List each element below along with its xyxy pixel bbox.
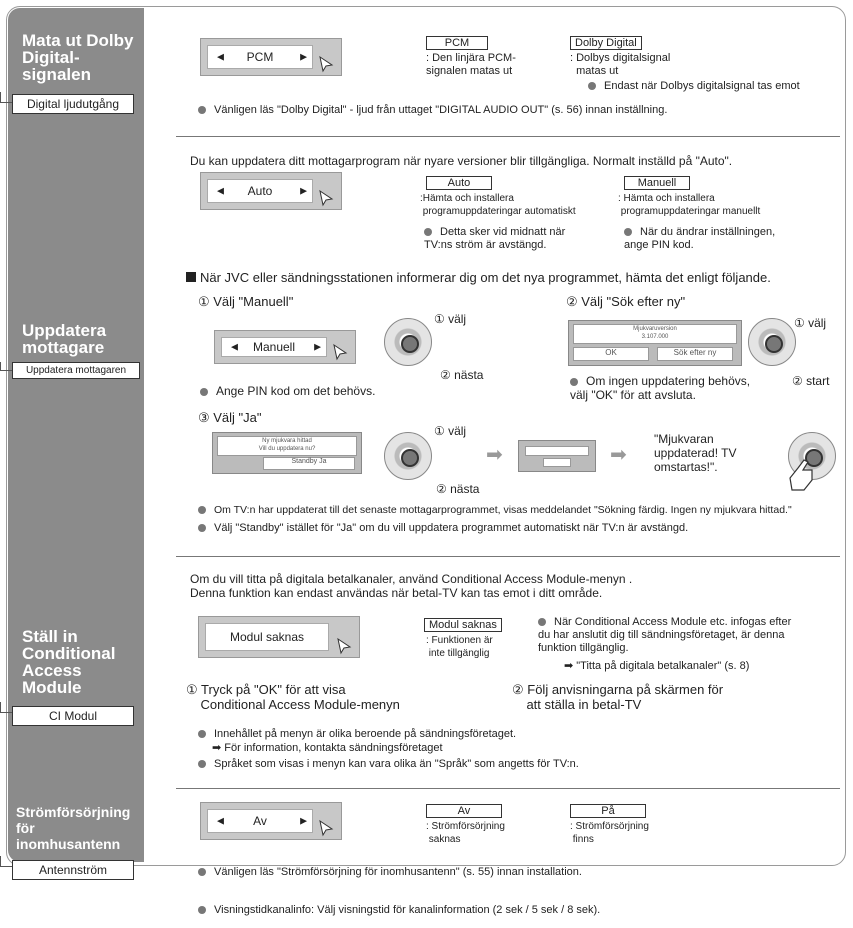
footer-note: Visningstidkanalinfo: Välj visningstid för kanalinformation (2 sek / 5 sek / 8 sek). [198, 904, 600, 917]
cam-bullet-1-sub: ➡ För information, kontakta sändningsföretaget [212, 742, 443, 754]
callout-select: ① välj [434, 424, 467, 438]
sidebar [8, 8, 144, 862]
right-arrow-icon: ▶ [300, 51, 307, 62]
update-selector[interactable] [200, 172, 342, 210]
option-on: På [570, 804, 646, 818]
antenna-selector[interactable] [200, 802, 342, 840]
arrow-right-icon: ➡ [486, 444, 503, 466]
section-label-cam: CI Modul [12, 706, 134, 726]
left-arrow-icon: ◀ [217, 51, 224, 62]
pointer-icon [317, 189, 335, 207]
option-module-missing: Modul saknas [424, 618, 502, 632]
cam-step-2: ② Följ anvisningarna på skärmen för att ställa in betal-TV [512, 682, 724, 712]
cam-ref: ➡ "Titta på digitala betalkanaler" (s. 8) [564, 660, 750, 672]
hand-icon [786, 456, 816, 492]
cam-bullet-2: Språket som visas i menyn kan vara olika än "Språk" som angetts för TV:n. [198, 758, 579, 771]
section-label-antenna: Antennström [12, 860, 134, 880]
auto-note: Detta sker vid midnatt när TV:ns ström är avstängd. [424, 226, 566, 251]
version-dialog [568, 320, 742, 366]
callout-start: ② start [792, 374, 830, 388]
option-auto: Auto [426, 176, 492, 190]
updating-dialog [518, 440, 596, 472]
callout-next: ② nästa [440, 368, 484, 382]
step1-title: ① Välj "Manuell" [198, 294, 294, 309]
section-title-cam: Ställ in Conditional Access Module [22, 627, 116, 697]
version-dialog-text: Mjukvaruversion 3.107.000 [573, 324, 737, 344]
ok-button[interactable]: OK [573, 347, 649, 361]
section-divider [176, 788, 840, 789]
cam-note: När Conditional Access Module etc. infogas efter du har anslutit dig till sändningsföretaget, är denna funktion tillgänglig. [538, 616, 792, 654]
callout-next: ② nästa [436, 482, 480, 496]
callout-select: ① välj [434, 312, 467, 326]
remote-dpad-icon [384, 432, 432, 480]
selector-value: Manuell [221, 337, 327, 357]
step2-note: Om ingen uppdatering behövs, välj "OK" för att avsluta. [570, 374, 751, 402]
callout-select: ① välj [794, 316, 827, 330]
step1-selector[interactable] [214, 330, 356, 364]
remote-dpad-icon [384, 318, 432, 366]
option-dolby-desc: : Dolbys digitalsignal matas ut [570, 52, 671, 77]
cam-bullet-1: Innehållet på menyn är olika beroende på sändningsföretaget. [198, 728, 516, 741]
option-auto-desc: :Hämta och installera programuppdateringar automatiskt [420, 193, 576, 217]
option-manual-desc: : Hämta och installera programuppdateringar manuellt [618, 193, 761, 217]
remote-dpad-icon [748, 318, 796, 366]
left-arrow-icon: ◀ [231, 341, 238, 352]
pointer-icon [335, 637, 353, 655]
manual-note: När du ändrar inställningen, ange PIN kod. [624, 226, 776, 251]
dialog-button [543, 458, 571, 467]
right-arrow-icon: ▶ [300, 815, 307, 826]
cam-step-1: ① Tryck på "OK" för att visa Conditional Access Module-menyn [186, 682, 400, 712]
selector-value: Auto [207, 179, 313, 203]
selector-value: Modul saknas [205, 623, 329, 651]
cam-intro-2: Denna funktion kan endast användas när betal-TV kan tas emot i ditt område. [190, 586, 603, 600]
right-arrow-icon: ▶ [314, 341, 321, 352]
option-manual: Manuell [624, 176, 690, 190]
cam-intro-1: Om du vill titta på digitala betalkanaler, använd Conditional Access Module-menyn . [190, 572, 633, 586]
section-divider [176, 136, 840, 137]
step2-title: ② Välj "Sök efter ny" [566, 294, 686, 309]
option-module-desc: : Funktionen är inte tillgänglig [426, 635, 493, 659]
arrow-right-icon: ➡ [610, 444, 627, 466]
selector-value: Av [207, 809, 313, 833]
section-divider [176, 556, 840, 557]
update-note-1: Om TV:n har uppdaterat till det senaste mottagarprogrammet, visas meddelandet "Sökning färdig. Ingen ny mjukvara hittad." [198, 504, 792, 517]
antenna-note: Vänligen läs "Strömförsörjning för inomhusantenn" (s. 55) innan installation. [198, 866, 582, 879]
dolby-selector[interactable] [200, 38, 342, 76]
search-new-button[interactable]: Sök efter ny [657, 347, 733, 361]
left-arrow-icon: ◀ [217, 815, 224, 826]
dolby-note: Endast när Dolbys digitalsignal tas emot [588, 80, 800, 93]
left-arrow-icon: ◀ [217, 185, 224, 196]
option-pcm: PCM [426, 36, 488, 50]
new-software-text: Ny mjukvara hittad Vill du uppdatera nu? [217, 436, 357, 456]
option-pcm-desc: : Den linjära PCM- signalen matas ut [426, 52, 516, 77]
section-title-update: Uppdatera mottagare [22, 321, 107, 357]
section-label-dolby: Digital ljudutgång [12, 94, 134, 114]
right-arrow-icon: ▶ [300, 185, 307, 196]
dolby-read-note: Vänligen läs "Dolby Digital" - ljud från uttaget "DIGITAL AUDIO OUT" (s. 56) innan inställning. [198, 104, 667, 117]
standby-yes-buttons[interactable]: Standby Ja [263, 457, 355, 470]
option-off-desc: : Strömförsörjning saknas [426, 821, 505, 845]
update-note-2: Välj "Standby" istället för "Ja" om du vill uppdatera programmet automatiskt när TV:n är avstängd. [198, 522, 688, 535]
update-intro: Du kan uppdatera ditt mottagarprogram när nyare versioner blir tillgängliga. Normalt inställd på "Auto". [190, 154, 733, 168]
section-label-update: Uppdatera mottagaren [12, 362, 140, 379]
option-on-desc: : Strömförsörjning finns [570, 821, 649, 845]
new-software-dialog [212, 432, 362, 474]
restart-message: "Mjukvaran uppdaterad! TV omstartas!". [654, 432, 737, 474]
section-title-dolby: Mata ut Dolby Digital-signalen [22, 31, 134, 84]
selector-value: PCM [207, 45, 313, 69]
pointer-icon [317, 819, 335, 837]
section-title-antenna: Strömförsörjning för inomhusantenn [16, 804, 131, 852]
progress-bar [525, 446, 589, 456]
pointer-icon [317, 55, 335, 73]
option-off: Av [426, 804, 502, 818]
step3-title: ③ Välj "Ja" [198, 410, 262, 425]
step1-note: Ange PIN kod om det behövs. [200, 384, 375, 398]
cam-selector[interactable] [198, 616, 360, 658]
jvc-instruction: När JVC eller sändningsstationen informerar dig om det nya programmet, hämta det enligt följande. [186, 270, 771, 285]
option-dolby: Dolby Digital [570, 36, 642, 50]
pointer-icon [331, 343, 349, 361]
